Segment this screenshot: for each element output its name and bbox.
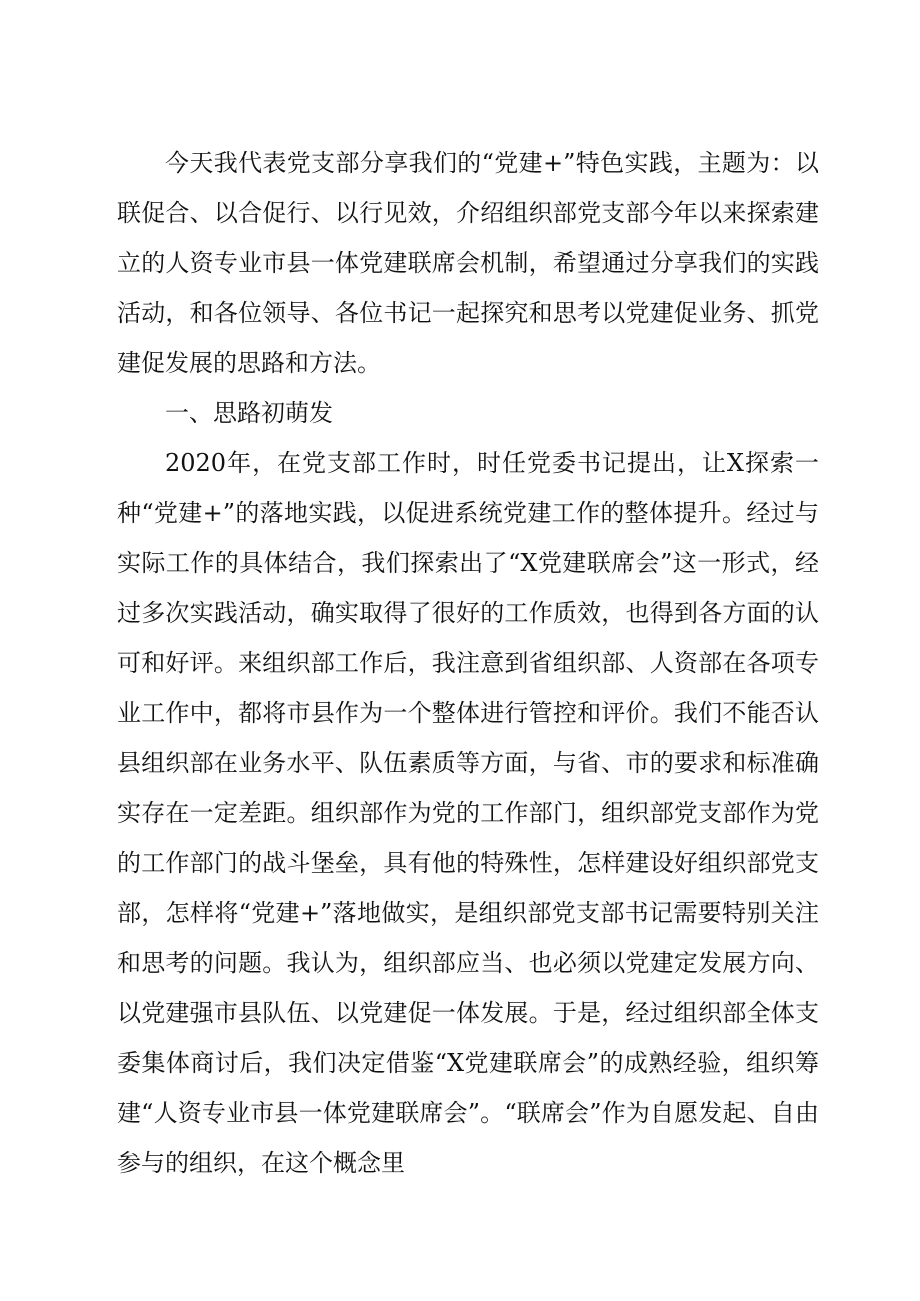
intro-paragraph: 今天我代表党支部分享我们的“党建+”特色实践，主题为：以联促合、以合促行、以行见效，介绍组织部党支部今年以来探索建立的人资专业市县一体党建联席会机制，希望通过分享我们的实践活动，和各位领导、各位书记一起探究和思考以党建促业务、抓党建促发展的思路和方法。 — [117, 149, 819, 377]
document-body — [117, 138, 819, 1188]
body-paragraph: 2020年，在党支部工作时，时任党委书记提出，让X探索一种“党建+”的落地实践，以促进系统党建工作的整体提升。经过与实际工作的具体结合，我们探索出了“X党建联席会”这一形式，经过多次实践活动，确实取得了很好的工作质效，也得到各方面的认可和好评。来组织部工作后，我注意到省组织部、人资部在各项专业工作中，都将市县作为一个整体进行管控和评价。我们不能否认县组织部在业务水平、队伍素质等方面，与省、市的要求和标准确实存在一定差距。组织部作为党的工作部门，组织部党支部作为党的工作部门的战斗堡垒，具有他的特殊性，怎样建设好组织部党支部，怎样将“党建+”落地做实，是组织部党支部书记需要特别关注和思考的问题。我认为，组织部应当、也必须以党建定发展方向、以党建强市县队伍、以党建促一体发展。于是，经过组织部全体支委集体商讨后，我们决定借鉴“X党建联席会”的成熟经验，组织筹建“人资专业市县一体党建联席会”。“联席会”作为自愿发起、自由参与的组织，在这个概念里 — [117, 449, 819, 1177]
section-heading: 一、思路初萌发 — [165, 399, 333, 427]
